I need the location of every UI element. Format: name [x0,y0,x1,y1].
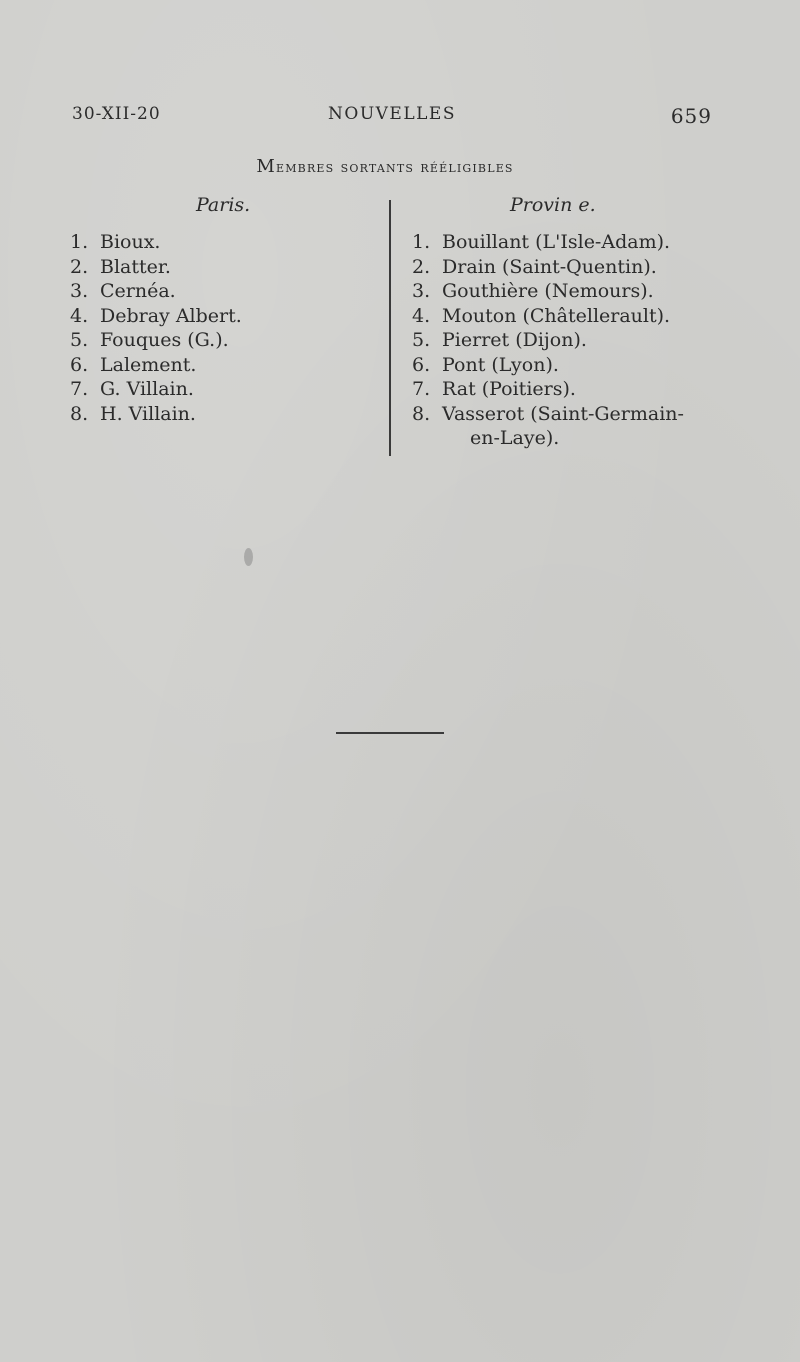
section-end-rule [336,732,444,734]
page-number: 659 [670,104,712,128]
section-title-rest: embres sortants rééligibles [275,157,514,176]
list-item [412,304,732,329]
item-text: Cernéa. [100,280,176,302]
item-text: Pierret (Dijon). [442,329,587,351]
item-number: 4. [70,304,89,327]
column-divider [389,200,391,456]
item-number: 8. [412,402,431,425]
paris-heading: Paris. [196,194,251,216]
list-item [412,402,732,427]
province-heading: Provin e. [510,194,596,216]
list-item [412,230,732,255]
list-item [70,402,370,427]
item-number: 5. [412,329,431,351]
item-number: 2. [70,255,89,278]
running-head [72,104,712,132]
item-text: Mouton (Châtellerault). [442,304,671,327]
item-number: 1. [412,231,431,253]
item-text: Bouillant (L'Isle-Adam). [442,231,671,253]
province-column [412,190,732,451]
list-item [412,377,732,402]
item-number: 8. [70,402,89,425]
item-text: Pont (Lyon). [442,353,559,376]
item-text: Lalement. [100,353,197,376]
list-item [70,353,370,378]
paris-column [70,190,370,426]
list-item-continuation: en-Laye). [470,427,560,449]
item-text: Fouques (G.). [100,329,229,351]
item-number: 2. [412,255,431,278]
item-number: 3. [412,280,431,302]
section-title-initial: M [256,156,276,177]
item-text: Blatter. [100,255,171,278]
province-list [412,230,732,451]
item-number: 7. [412,378,431,400]
list-item [412,328,732,353]
list-item [70,255,370,280]
item-number: 6. [70,353,89,376]
list-item [70,230,370,255]
list-item [412,255,732,280]
item-text: Rat (Poitiers). [442,378,576,400]
item-number: 5. [70,329,89,351]
item-number: 7. [70,378,89,400]
paper-stain [244,548,253,566]
item-text: G. Villain. [100,378,194,400]
item-number: 4. [412,304,431,327]
item-number: 1. [70,231,89,253]
list-item [70,328,370,353]
item-text: H. Villain. [100,402,196,425]
item-text: Vasserot (Saint-Germain- [442,402,684,425]
item-text: Gouthière (Nemours). [442,280,654,302]
item-number: 6. [412,353,431,376]
item-text: Drain (Saint-Quentin). [442,255,657,278]
item-text: Debray Albert. [100,304,242,327]
list-item [70,304,370,329]
running-head-date: 30-XII-20 [72,104,161,124]
paris-list [70,230,370,426]
list-item [412,279,732,304]
list-item [70,279,370,304]
list-item [70,377,370,402]
item-text: Bioux. [100,231,161,253]
running-head-title: NOUVELLES [328,104,456,124]
item-number: 3. [70,280,89,302]
section-title [0,156,770,177]
list-item [412,353,732,378]
